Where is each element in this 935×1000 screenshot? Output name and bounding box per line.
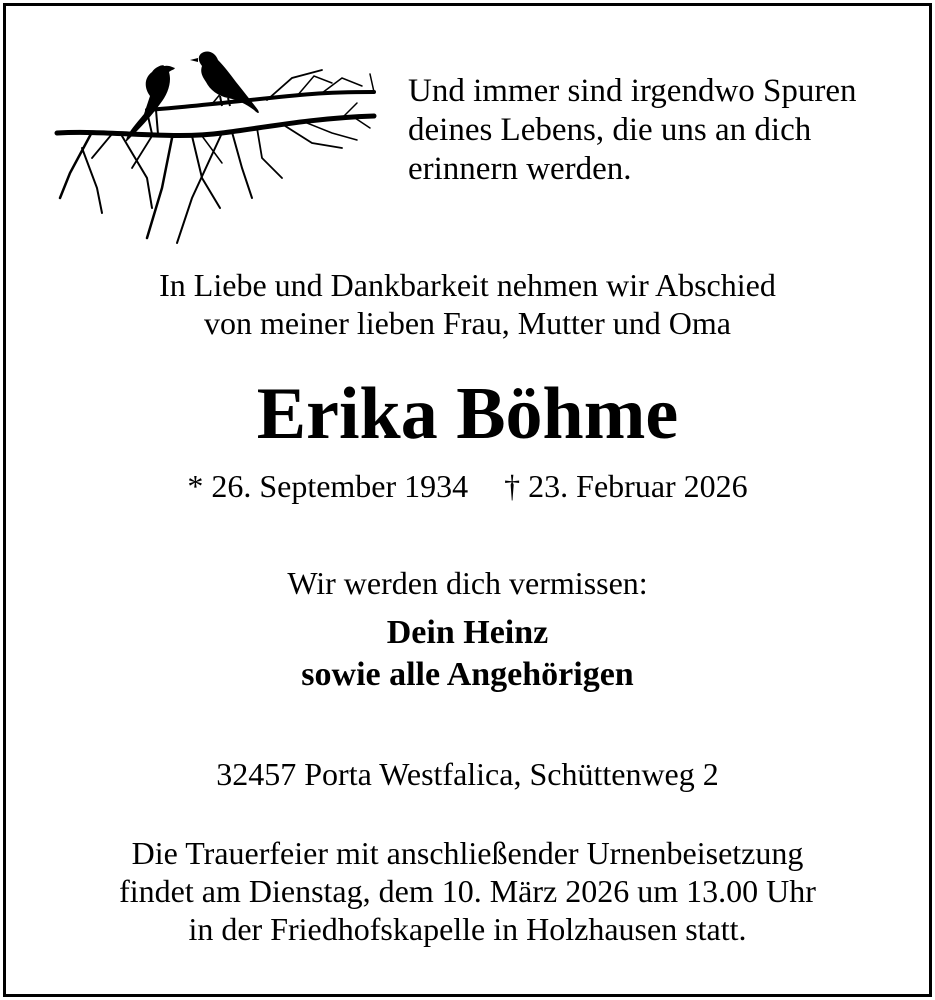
life-dates [0,466,935,506]
poem-line: deines Lebens, die uns an dich [408,112,812,148]
mourner-name: Dein Heinz [386,614,549,651]
ceremony-info [0,834,935,948]
intro-line: von meiner lieben Frau, Mutter und Oma [204,305,731,341]
family-address: 32457 Porta Westfalica, Schüttenweg 2 [216,756,719,792]
mourners-names [0,612,935,696]
mourners-intro: Wir werden dich vermissen: [287,565,648,601]
ceremony-line: Die Trauerfeier mit anschließender Urnenbeisetzung [131,835,804,871]
poem-verse [408,72,908,189]
poem-line: Und immer sind irgendwo Spuren [408,73,857,109]
birds-on-branch-icon [52,48,382,248]
farewell-intro [0,266,935,342]
poem-line: erinnern werden. [408,151,632,187]
ceremony-line: findet am Dienstag, dem 10. März 2026 um 13.00 Uhr [119,873,816,909]
intro-line: In Liebe und Dankbarkeit nehmen wir Abschied [159,267,776,303]
birth-date: * 26. September 1934 [187,468,469,504]
death-date: † 23. Februar 2026 [504,468,748,504]
ceremony-line: in der Friedhofskapelle in Holzhausen statt. [188,911,747,947]
deceased-name: Erika Böhme [256,373,679,455]
mourner-name: sowie alle Angehörigen [301,656,634,693]
